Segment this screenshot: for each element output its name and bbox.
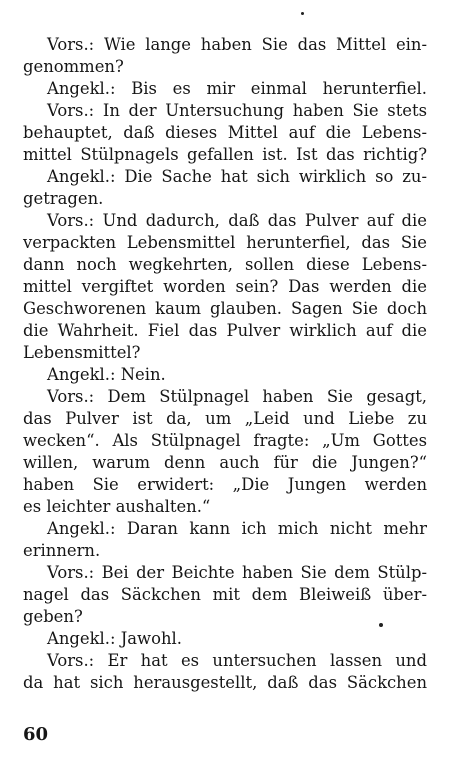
text-line: Vors.: Bei der Beichte haben Sie dem Stülp-	[47, 563, 427, 582]
text-line: genommen?	[23, 57, 124, 76]
text-line: erinnern.	[23, 541, 101, 560]
print-speck	[379, 623, 383, 627]
text-line: Angekl.: Bis es mir einmal herunterfiel.	[47, 79, 427, 98]
text-line: es leichter aushalten.“	[23, 497, 211, 516]
text-line: Vors.: Er hat es untersuchen lassen und	[47, 651, 427, 670]
text-line: Angekl.: Jawohl.	[47, 629, 182, 648]
text-line: geben?	[23, 607, 83, 626]
text-line: haben Sie erwidert: „Die Jungen werden	[23, 475, 427, 494]
body-text	[23, 34, 427, 694]
text-line: willen, warum denn auch für die Jungen?“	[23, 453, 427, 472]
text-line: mittel Stülpnagels gefallen ist. Ist das richtig?	[23, 145, 427, 164]
text-line: Vors.: Und dadurch, daß das Pulver auf die	[47, 211, 427, 230]
print-speck	[301, 12, 304, 15]
text-line: wecken“. Als Stülpnagel fragte: „Um Gottes	[23, 431, 427, 450]
text-line: Lebensmittel?	[23, 343, 141, 362]
text-line: da hat sich herausgestellt, daß das Säckchen	[23, 673, 427, 692]
text-line: mittel vergiftet worden sein? Das werden die	[23, 277, 427, 296]
text-line: Vors.: Dem Stülpnagel haben Sie gesagt,	[47, 387, 427, 406]
text-line: verpackten Lebensmittel herunterfiel, das Sie	[23, 233, 427, 252]
text-line: getragen.	[23, 189, 104, 208]
text-line: Angekl.: Nein.	[47, 365, 166, 384]
text-line: Vors.: Wie lange haben Sie das Mittel ein-	[47, 35, 427, 54]
text-line: Angekl.: Die Sache hat sich wirklich so zu-	[47, 167, 427, 186]
text-line: nagel das Säckchen mit dem Bleiweiß über-	[23, 585, 427, 604]
text-line: behauptet, daß dieses Mittel auf die Lebens-	[23, 123, 427, 142]
text-line: Angekl.: Daran kann ich mich nicht mehr	[47, 519, 427, 538]
text-line: dann noch wegkehrten, sollen diese Lebens-	[23, 255, 427, 274]
text-line: die Wahrheit. Fiel das Pulver wirklich auf die	[23, 321, 427, 340]
text-line: Geschworenen kaum glauben. Sagen Sie doch	[23, 299, 427, 318]
page-number: 60	[23, 724, 49, 745]
text-line: Vors.: In der Untersuchung haben Sie stets	[47, 101, 427, 120]
text-line: das Pulver ist da, um „Leid und Liebe zu	[23, 409, 427, 428]
